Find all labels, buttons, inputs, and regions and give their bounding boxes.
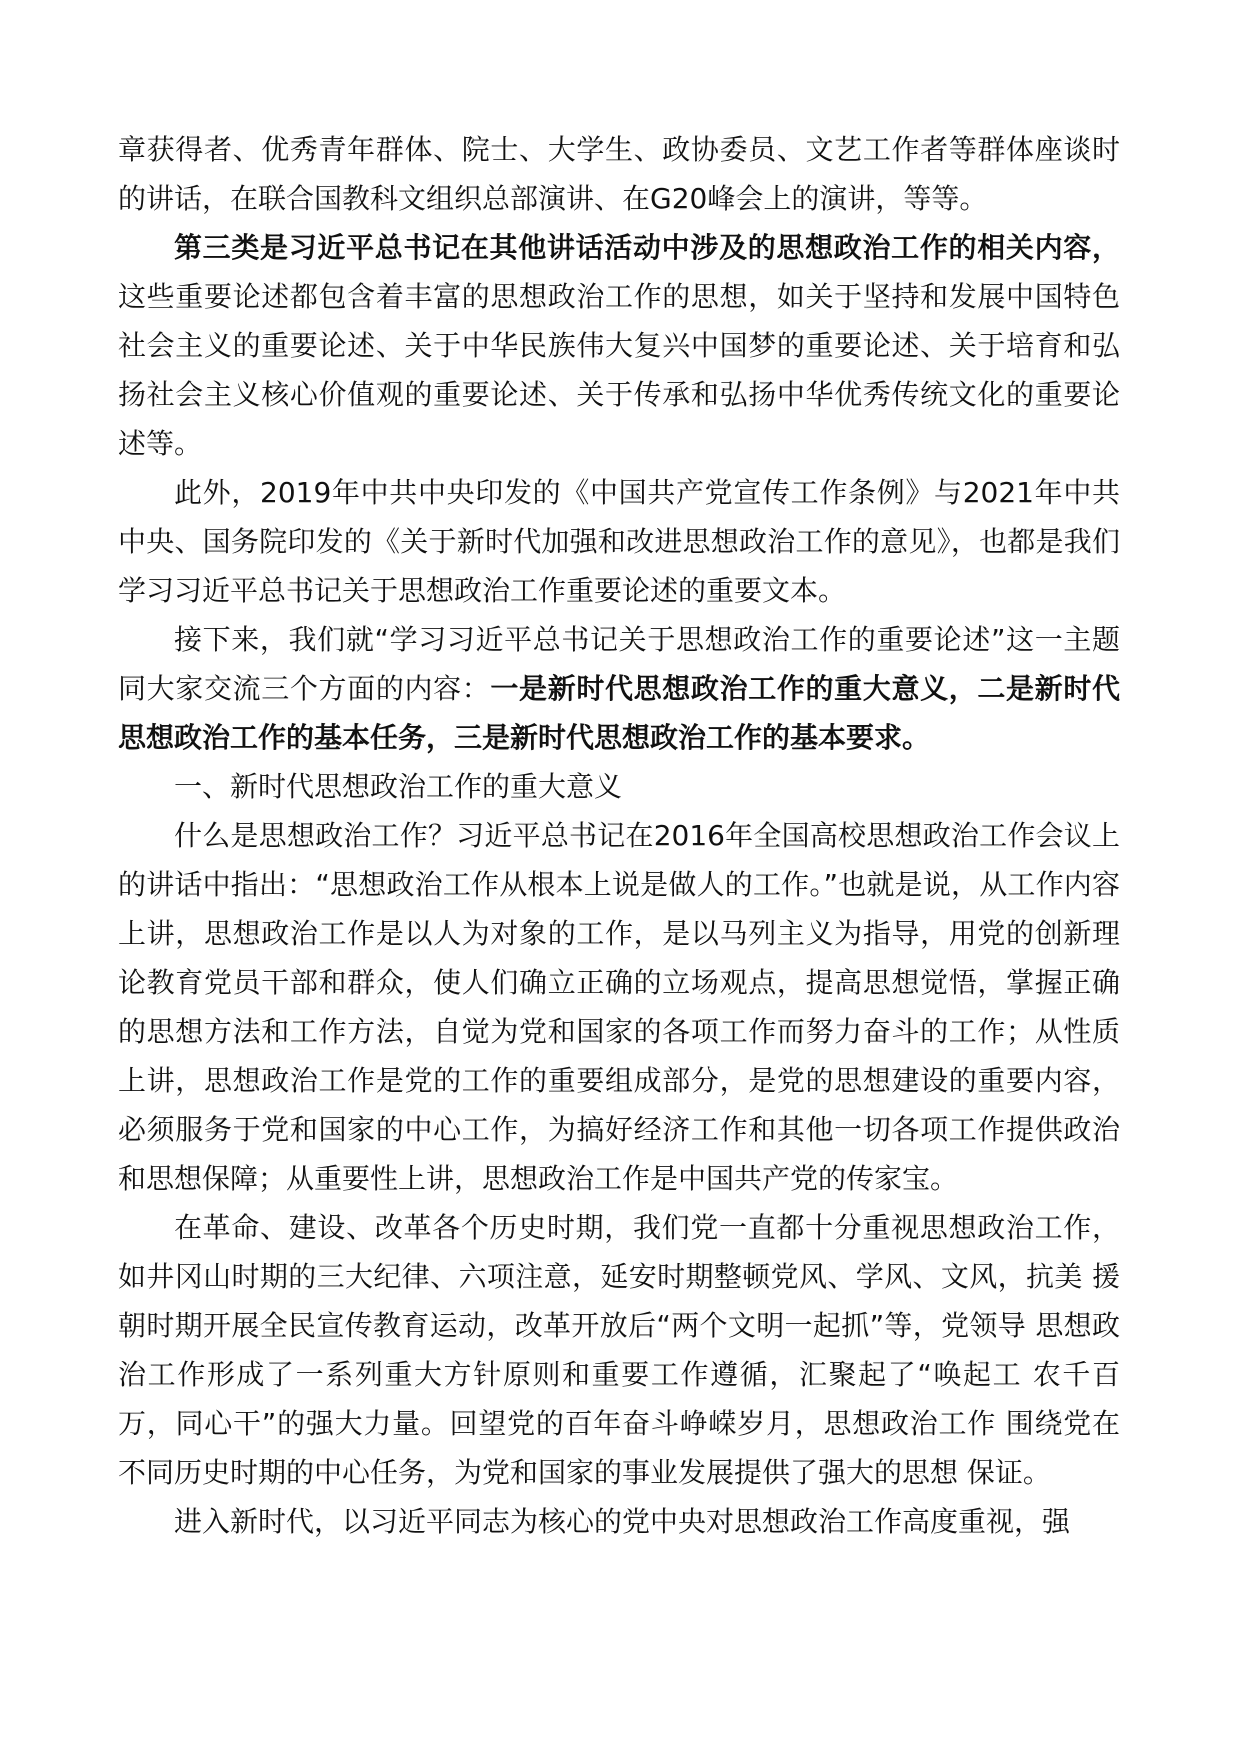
paragraph-bold-lead: 第三类是习近平总书记在其他讲话活动中涉及的思想政治工作的相关内容， — [174, 231, 1120, 264]
paragraph-history: 在革命、建设、改革各个历史时期，我们党一直都十分重视思想政治工作，如井冈山时期的三大纪律、六项注意，延安时期整顿党风、学风、文风，抗美 援朝时期开展全民宣传教育运动，改革开放后“两个文明一起抓”等，党领导 思想政治工作形成了一系列重大方针原则和重要工作遵循，汇聚起了“唤起工 农千百万，同心干”的强大力量。回望党的百年奋斗峥嵘岁月，思想政治工作 围绕党在不同历史时期的中心任务，为党和国家的事业发展提供了强大的思想 保证。 — [118, 1211, 1120, 1489]
paragraph-additional-documents: 此外，2019年中共中央印发的《中国共产党宣传工作条例》与2021年中共中央、国务院印发的《关于新时代加强和改进思想政治工作的意见》，也都是我们学习习近平总书记关于思想政治工作重要论述的重要文本。 — [118, 476, 1120, 607]
paragraph-definition: 什么是思想政治工作？习近平总书记在2016年全国高校思想政治工作会议上的讲话中指出：“思想政治工作从根本上说是做人的工作。”也就是说，从工作内容上讲，思想政治工作是以人为对象的工作，是以马列主义为指导，用党的创新理论教育党员干部和群众，使人们确立正确的立场观点，提高思想觉悟，掌握正确的思想方法和工作方法，自觉为党和国家的各项工作而努力奋斗的工作；从性质上讲，思想政治工作是党的工作的重要组成部分，是党的思想建设的重要内容，必须服务于党和国家的中心工作，为搞好经济工作和其他一切各项工作提供政治和思想保障；从重要性上讲，思想政治工作是中国共产党的传家宝。 — [118, 819, 1120, 1195]
paragraph-outline — [118, 615, 1120, 762]
paragraph-continuation: 章获得者、优秀青年群体、院士、大学生、政协委员、文艺工作者等群体座谈时的讲话，在联合国教科文组织总部演讲、在G20峰会上的演讲，等等。 — [118, 133, 1120, 215]
paragraph-new-era: 进入新时代，以习近平同志为核心的党中央对思想政治工作高度重视，强 — [174, 1505, 1071, 1538]
section-heading: 一、新时代思想政治工作的重大意义 — [174, 770, 623, 803]
paragraph-bold-outline: 一是新时代思想政治工作的重大意义，二是新时代思想政治工作的基本任务，三是新时代思想政治工作的基本要求。 — [118, 672, 1120, 754]
paragraph-text: 这些重要论述都包含着丰富的思想政治工作的思想，如关于坚持和发展中国特色社会主义的重要论述、关于中华民族伟大复兴中国梦的重要论述、关于培育和弘扬社会主义核心价值观的重要论述、关于传承和弘扬中华优秀传统文化的重要论述等。 — [118, 280, 1120, 460]
paragraph-third-category — [118, 223, 1120, 468]
paragraph-text: 接下来，我们就“学习习近平总书记关于思想政治工作的重要论述”这一主题同大家交流三个方面的内容： — [118, 623, 1121, 705]
document-body — [118, 125, 1120, 1546]
